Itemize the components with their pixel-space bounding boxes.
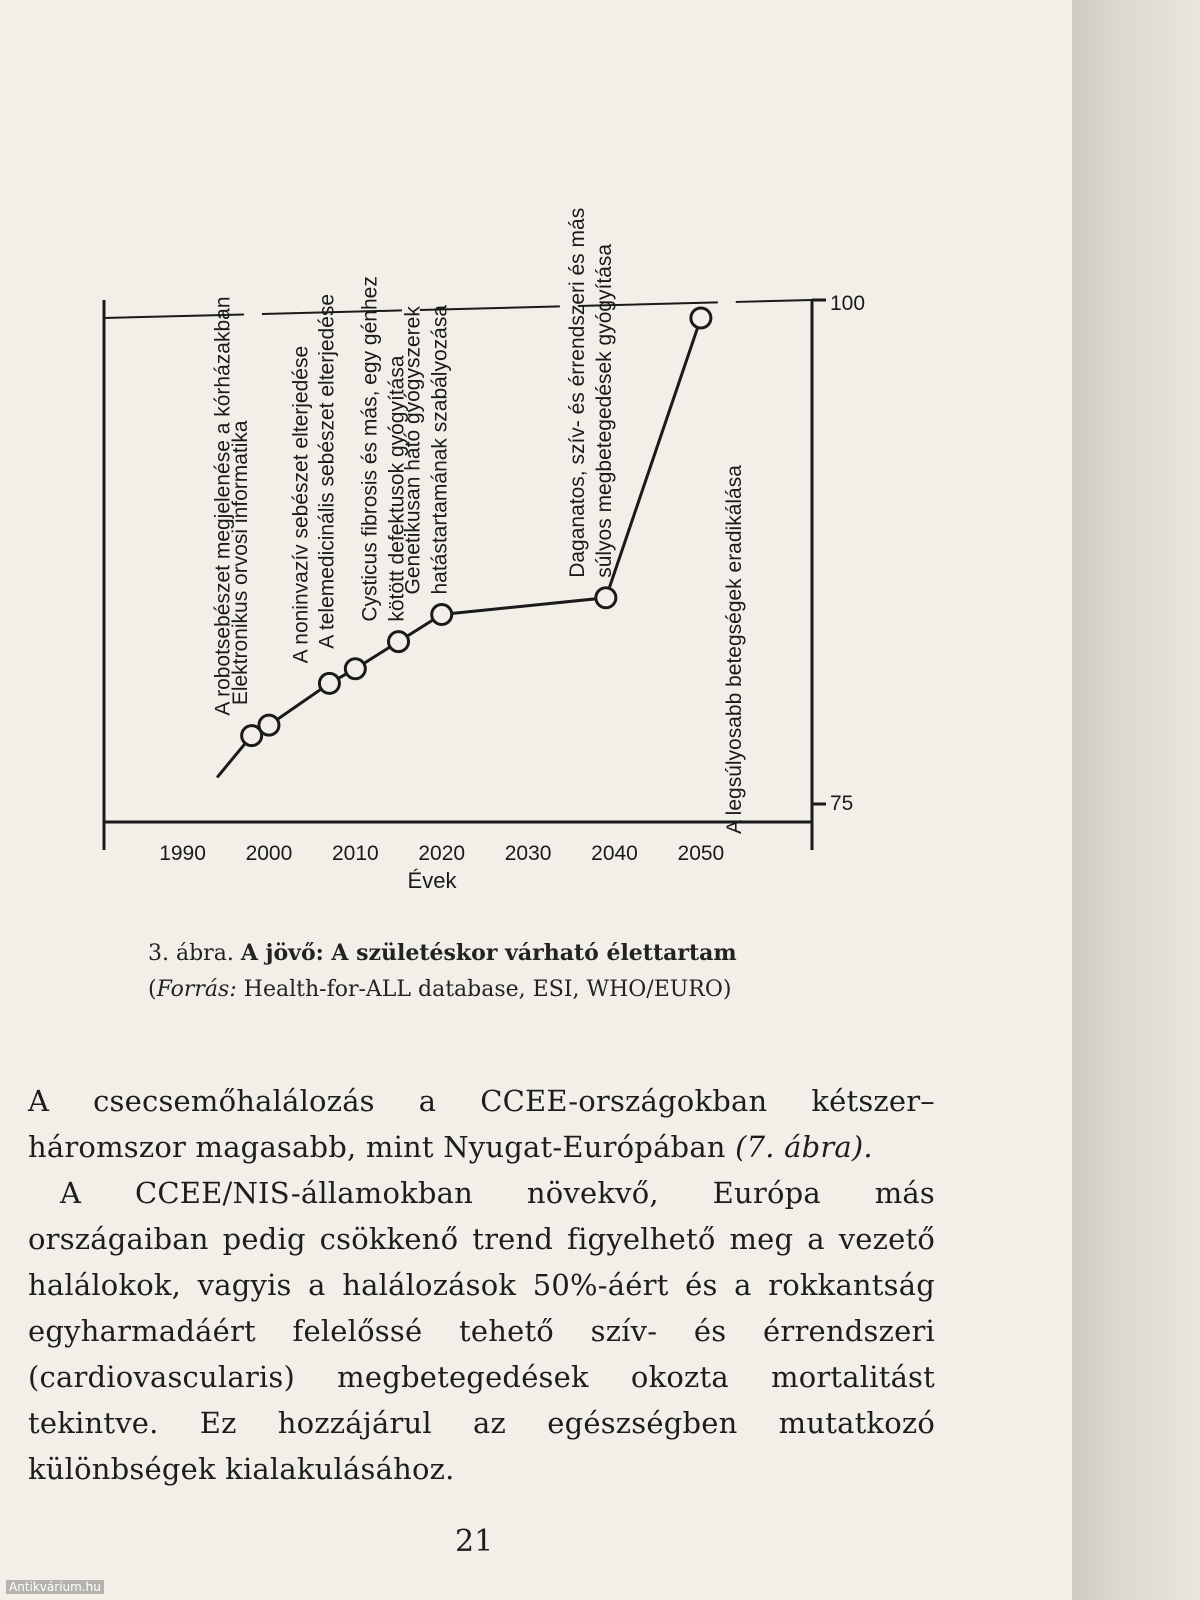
y-tick-label: 100: [830, 292, 866, 315]
data-point-marker: [596, 588, 616, 608]
caption-number: 3. ábra.: [148, 941, 234, 966]
figure-caption: 3. ábra. A jövő: A születéskor várható élettartam (Forrás: Health-for-ALL database, ESI, WHO/EURO): [148, 940, 737, 1002]
figure-reference: (7. ábra).: [735, 1130, 873, 1164]
point-label: A robotsebészet megjelenése a kórházakban: [211, 296, 235, 716]
point-label: A telemedicinális sebészet elterjedése: [315, 293, 339, 649]
paragraph-2: A CCEE/NIS-államokban növekvő, Európa más országaiban pedig csökkenő trend figyelhető meg a vezető halálokok, vagyis a halálozások 50%-áért és a rokkantság egyharmadáért felelőssé tehető szív- és érrendszeri (cardiovascularis) megbetegedések okozta mortalitást tekintve. Ez hozzájárul az egészségben mutatkozó különbségek kialakulásához.: [28, 1176, 935, 1486]
point-label-line: súlyos megbetegedések gyógyítása: [592, 243, 616, 578]
x-tick-label: 2010: [331, 842, 379, 865]
point-label: A legsúlyosabb betegségek eradikálása: [722, 465, 746, 834]
caption-title: A jövő: A születéskor várható élettartam: [240, 940, 737, 966]
point-label-line: hatástartamának szabályozása: [428, 304, 452, 595]
y-tick-label: 75: [830, 792, 854, 815]
x-tick-label: 2000: [245, 842, 293, 865]
point-label-line: Genetikusan ható gyógyszerek: [401, 306, 425, 595]
point-label-line: kötött defektusok gyógyítása: [385, 355, 409, 622]
chart-frame: [104, 300, 812, 850]
point-label: [402, 305, 452, 595]
data-point-marker: [691, 308, 711, 328]
point-label-line: Daganatos, szív- és érrendszeri és más: [565, 207, 589, 578]
x-axis-ticks: [159, 842, 724, 865]
data-point-marker: [319, 673, 339, 693]
point-label: [566, 208, 616, 578]
x-axis-title: Évek: [407, 868, 457, 893]
x-tick-label: 2030: [504, 842, 552, 865]
point-labels: [212, 208, 746, 834]
x-tick-label: 2020: [418, 842, 466, 865]
point-label-line: Cysticus fibrosis és más, egy génhez: [358, 276, 382, 622]
data-point-marker: [432, 604, 452, 624]
body-text: [28, 1078, 935, 1492]
point-label: A noninvazív sebészet elterjedése: [289, 345, 313, 664]
data-point-marker: [345, 659, 365, 679]
x-tick-label: 2040: [591, 842, 638, 865]
caption-source-label: Forrás:: [156, 977, 237, 1002]
page-number: 21: [455, 1524, 494, 1559]
data-point-marker: [259, 715, 279, 735]
x-tick-label: 2050: [677, 842, 725, 865]
data-point-marker: [389, 632, 409, 652]
page-edge: [1072, 0, 1200, 1600]
y-axis-ticks: [812, 292, 865, 815]
point-label: Elektronikus orvosi informatika: [228, 420, 252, 706]
x-tick-label: 1990: [159, 842, 206, 865]
caption-source-text: Health-for-ALL database, ESI, WHO/EURO: [243, 977, 723, 1002]
watermark: Antikvárium.hu: [6, 1580, 104, 1594]
paragraph-1: A csecsemőhalálozás a CCEE-országokban kétszer–háromszor magasabb, mint Nyugat-Európában (7. ábra).: [28, 1084, 935, 1164]
